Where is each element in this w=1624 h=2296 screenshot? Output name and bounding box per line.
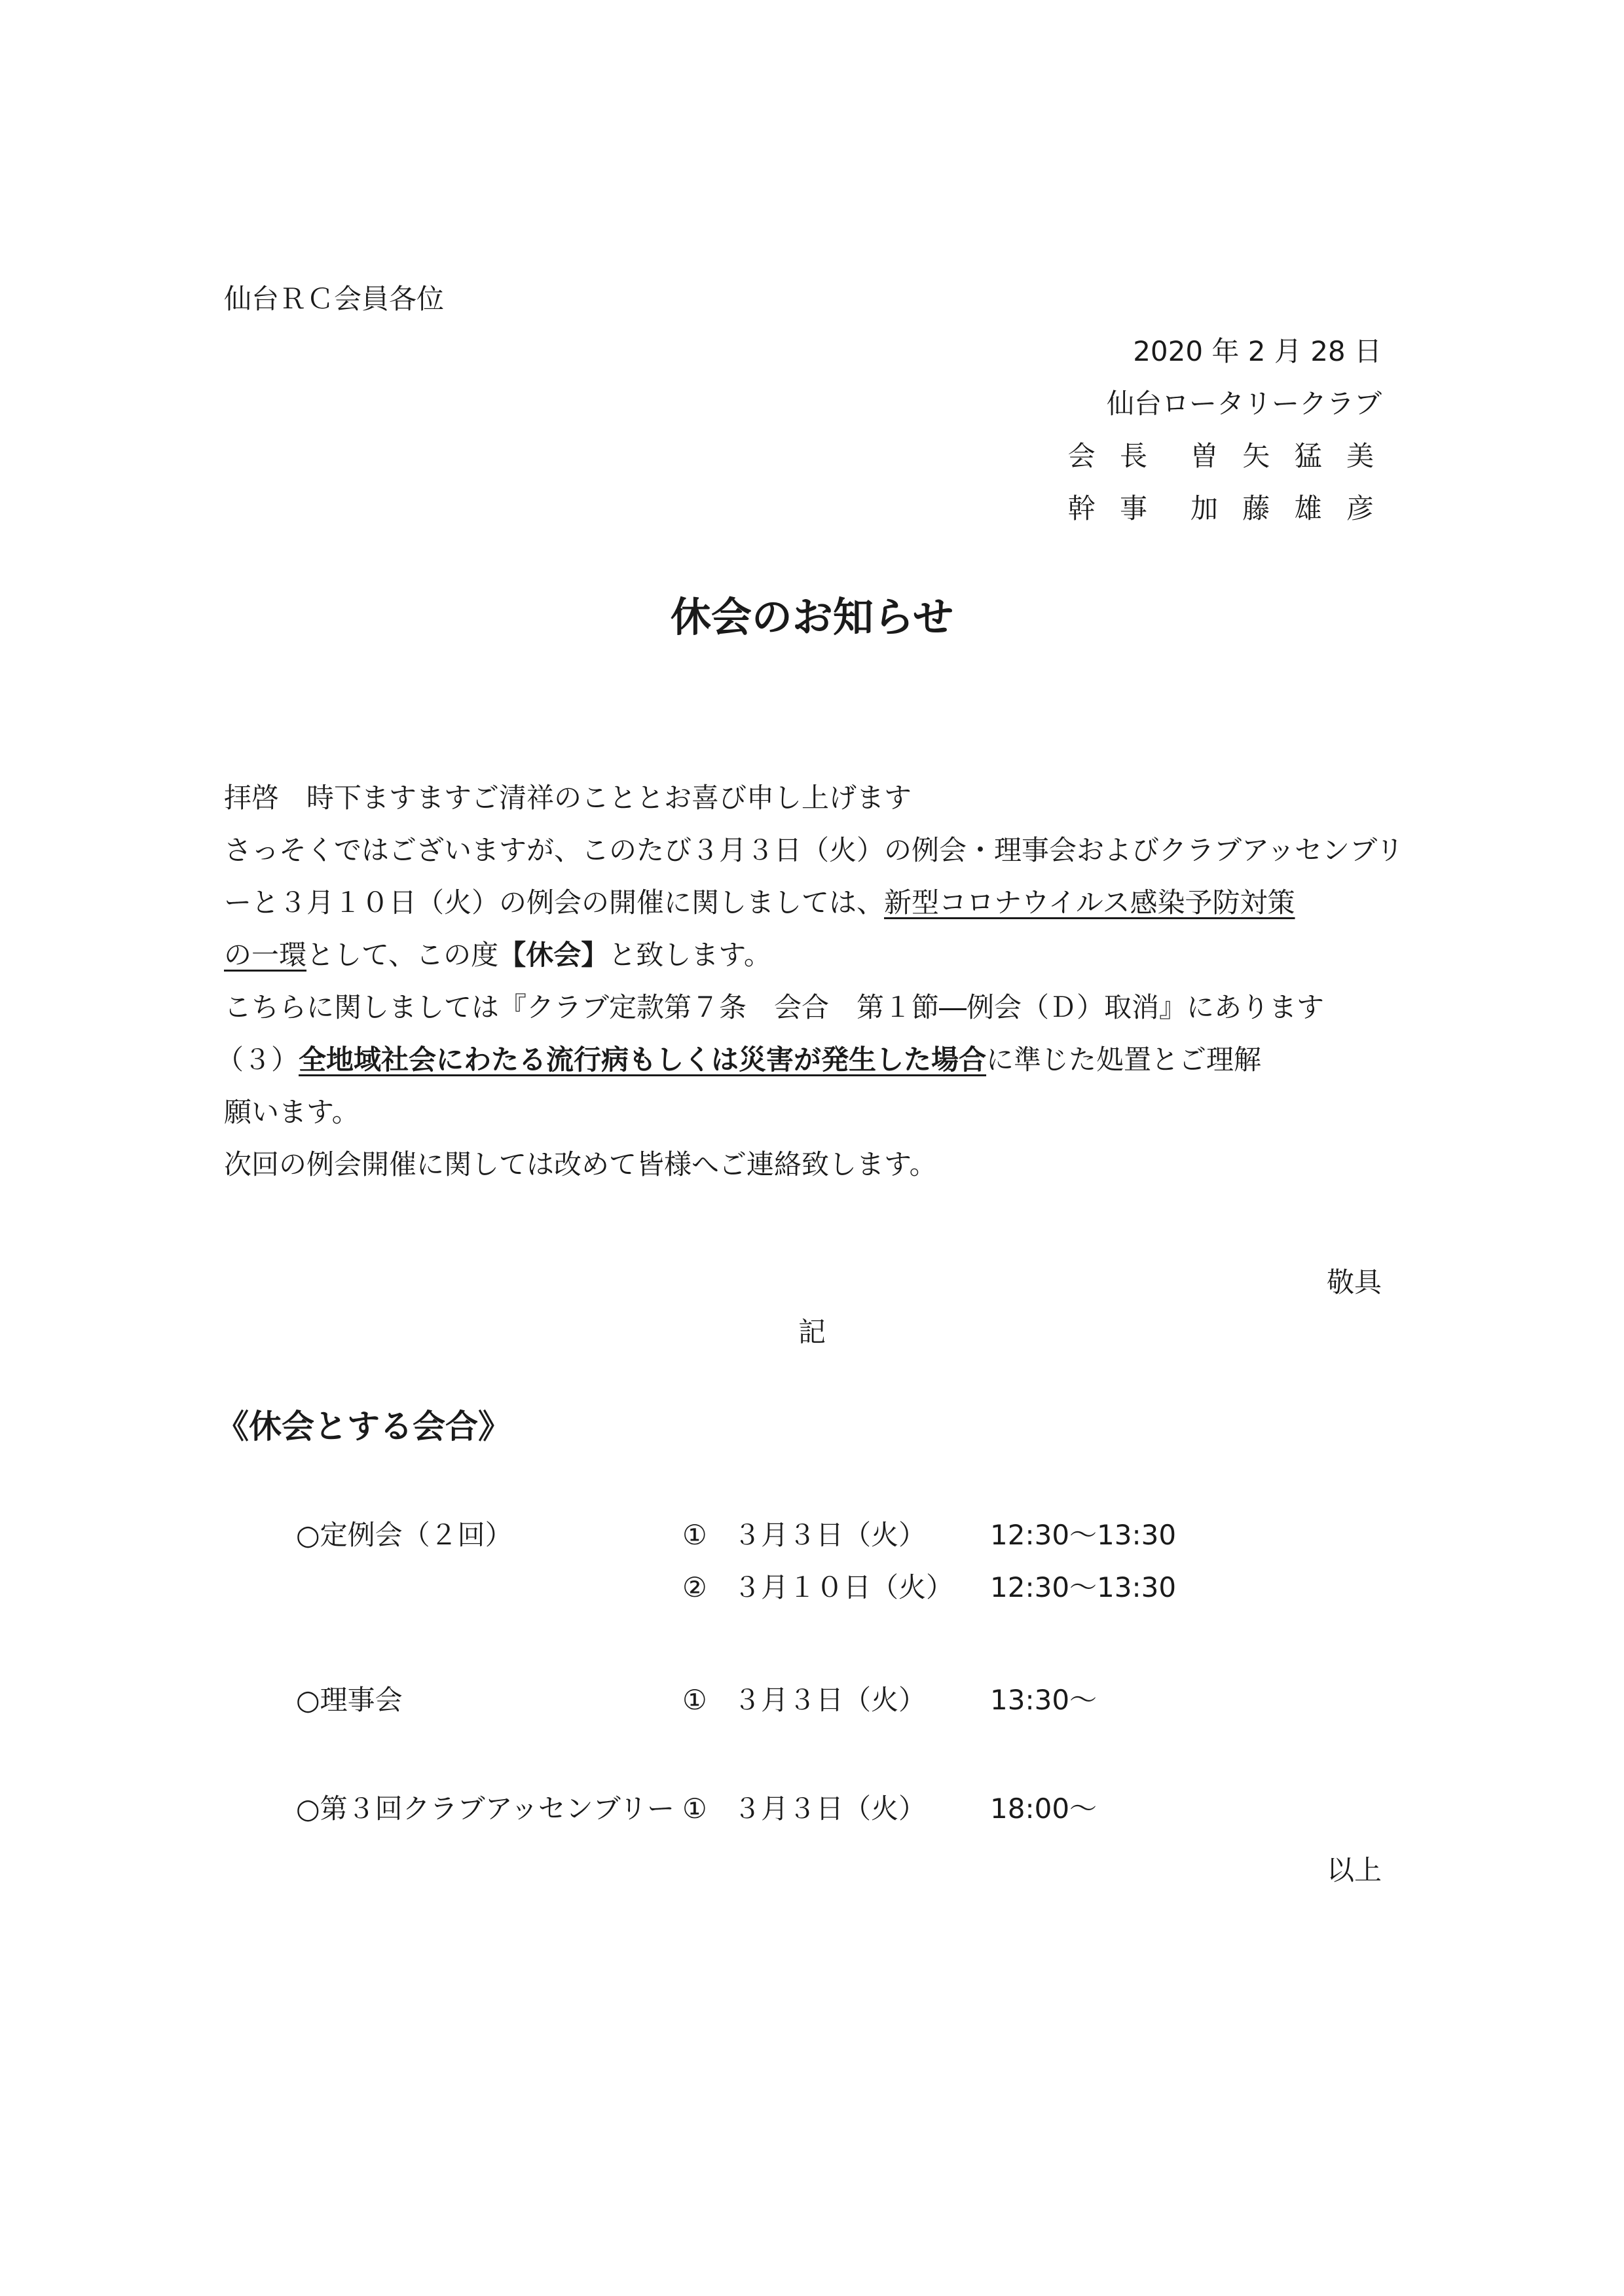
- page-title: 休会のお知らせ: [670, 593, 954, 641]
- sender-president: 会 長 曽 矢 猛 美: [1067, 440, 1382, 472]
- sender-secretary: 幹 事 加 藤 雄 彦: [1067, 492, 1382, 524]
- section-title: 《休会とする会合》: [216, 1408, 511, 1446]
- addressee: 仙台ＲＣ会員各位: [224, 283, 445, 315]
- body-text: （３）: [216, 1044, 299, 1076]
- schedule-number: ①: [682, 1793, 707, 1825]
- bold-text: 【休会】: [498, 939, 609, 971]
- schedule-time: 18:00～: [990, 1793, 1098, 1825]
- schedule-time: 12:30～13:30: [990, 1519, 1177, 1551]
- schedule-label: ○理事会: [296, 1684, 403, 1716]
- body-text: ーと３月１０日（火）の例会の開催に関しましては、: [224, 886, 885, 919]
- body-line-6: [216, 1046, 1261, 1074]
- document-date: 2020 年 2 月 28 日: [1133, 335, 1382, 367]
- schedule-date: ３月３日（火）: [733, 1684, 927, 1716]
- schedule-time: 13:30～: [990, 1684, 1098, 1716]
- body-line-2: さっそくではございますが、このたび３月３日（火）の例会・理事会およびクラブアッセンブリ: [224, 834, 1404, 866]
- underlined-text: 新型コロナウイルス感染予防対策: [884, 886, 1295, 919]
- body-line-4: [224, 941, 771, 969]
- schedule-number: ②: [682, 1571, 707, 1603]
- schedule-number: ①: [682, 1684, 707, 1716]
- sender-club: 仙台ロータリークラブ: [1106, 388, 1382, 420]
- schedule-date: ３月３日（火）: [733, 1793, 927, 1825]
- body-line-8: 次回の例会開催に関しては改めて皆様へご連絡致します。: [224, 1148, 937, 1180]
- body-line-3: [224, 886, 1295, 919]
- closing-ijo: 以上: [1326, 1854, 1382, 1886]
- body-line-7: 願います。: [224, 1096, 360, 1128]
- body-text: として、この度: [306, 939, 499, 971]
- ki-marker: 記: [798, 1316, 826, 1348]
- schedule-label: ○第３回クラブアッセンブリー: [296, 1793, 675, 1825]
- closing-keigu: 敬具: [1326, 1266, 1382, 1298]
- schedule-number: ①: [682, 1519, 707, 1551]
- underlined-text: の一環: [224, 939, 307, 971]
- schedule-label: ○定例会（２回）: [296, 1519, 513, 1551]
- schedule-time: 12:30～13:30: [990, 1571, 1177, 1603]
- bold-underlined-text: 全地域社会にわたる流行病もしくは災害が発生した場合: [299, 1044, 987, 1076]
- body-text: と致します。: [608, 939, 771, 971]
- body-text: に準じた処置とご理解: [986, 1044, 1262, 1076]
- schedule-date: ３月１０日（火）: [733, 1571, 954, 1603]
- schedule-date: ３月３日（火）: [733, 1519, 927, 1551]
- body-line-5: こちらに関しましては『クラブ定款第７条 会合 第１節―例会（Ｄ）取消』にあります: [224, 991, 1325, 1023]
- body-line-1: 拝啓 時下ますますご清祥のこととお喜び申し上げます: [224, 782, 912, 814]
